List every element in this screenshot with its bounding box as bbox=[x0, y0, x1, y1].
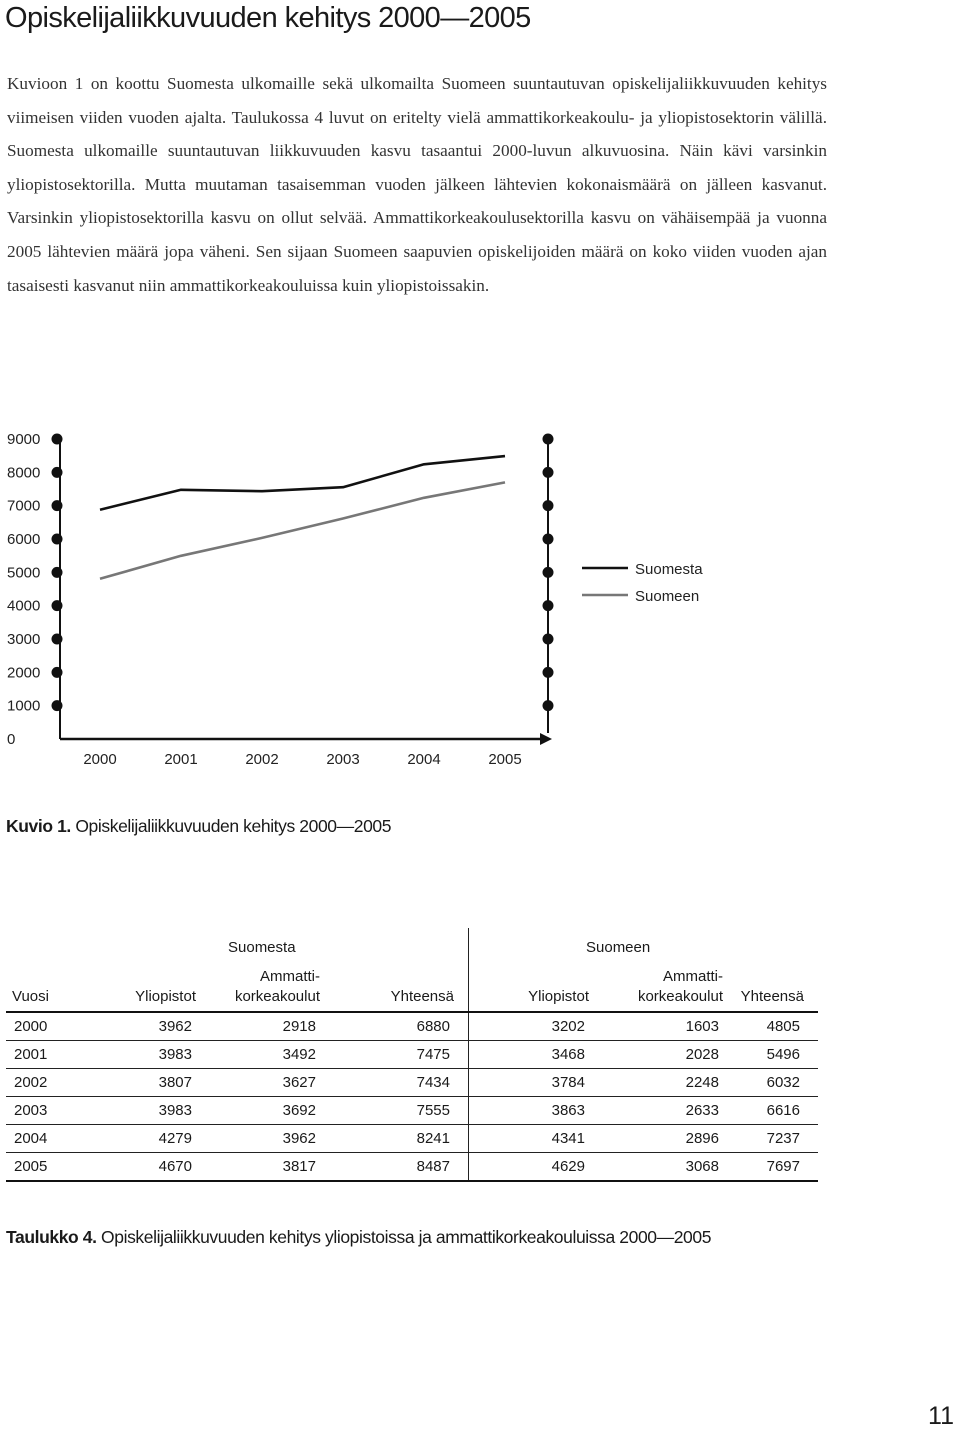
page-number: 11 bbox=[928, 1402, 954, 1430]
table-cell: 2005 bbox=[6, 1153, 102, 1182]
y-tick-dot-right bbox=[543, 434, 554, 445]
table-cell: 7555 bbox=[334, 1097, 469, 1125]
page-title: Opiskelijaliikkuvuuden kehitys 2000—2005 bbox=[5, 2, 531, 34]
table-cell: 3983 bbox=[102, 1041, 210, 1069]
x-tick-label: 2004 bbox=[407, 751, 441, 768]
col-header-year: Vuosi bbox=[6, 959, 102, 1012]
y-tick-label: 7000 bbox=[7, 497, 41, 515]
table-cell: 3863 bbox=[469, 1097, 604, 1125]
col-header-in-amk bbox=[603, 959, 737, 1012]
y-tick-dot-left bbox=[52, 634, 63, 645]
table-cell: 2896 bbox=[603, 1125, 737, 1153]
col-header-out-univ: Yliopistot bbox=[102, 959, 210, 1012]
x-tick-labels bbox=[83, 751, 521, 768]
y-tick-dot-right bbox=[543, 467, 554, 478]
col-header-out-amk bbox=[210, 959, 334, 1012]
table-cell: 3817 bbox=[210, 1153, 334, 1182]
table-cell: 7434 bbox=[334, 1069, 469, 1097]
y-tick-dot-right bbox=[543, 534, 554, 545]
y-tick-dot-right bbox=[543, 500, 554, 511]
y-tick-label: 1000 bbox=[7, 697, 41, 715]
table-cell: 2248 bbox=[603, 1069, 737, 1097]
y-tick-dot-left bbox=[52, 700, 63, 711]
y-tick-dot-left bbox=[52, 567, 63, 578]
table-cell: 2004 bbox=[6, 1125, 102, 1153]
y-tick-dot-left bbox=[52, 434, 63, 445]
series-line-suomesta bbox=[100, 456, 505, 510]
chart-axes bbox=[52, 434, 554, 746]
table-cell: 3202 bbox=[469, 1012, 604, 1041]
table-cell: 3492 bbox=[210, 1041, 334, 1069]
table-cell: 2003 bbox=[6, 1097, 102, 1125]
table-cell: 4629 bbox=[469, 1153, 604, 1182]
col-header-in-amk-line1: Ammatti- bbox=[663, 968, 723, 985]
col-header-in-amk-line2: korkeakoulut bbox=[637, 988, 723, 1005]
col-header-out-amk-line2: korkeakoulut bbox=[234, 988, 320, 1005]
table-cell: 4279 bbox=[102, 1125, 210, 1153]
y-tick-label: 6000 bbox=[7, 531, 41, 548]
table-cell: 2000 bbox=[6, 1012, 102, 1041]
table-cell: 8487 bbox=[334, 1153, 469, 1182]
table-row bbox=[6, 1125, 818, 1153]
table-cell: 3068 bbox=[603, 1153, 737, 1182]
y-tick-label: 0 bbox=[7, 731, 16, 748]
table-row bbox=[6, 1012, 818, 1041]
col-header-out-amk-line1: Ammatti- bbox=[260, 968, 320, 985]
table-cell: 7697 bbox=[737, 1153, 818, 1182]
table-row bbox=[6, 1097, 818, 1125]
y-tick-dot-left bbox=[52, 667, 63, 678]
y-tick-dot-right bbox=[543, 634, 554, 645]
table-cell: 4670 bbox=[102, 1153, 210, 1182]
y-tick-label: 3000 bbox=[7, 631, 41, 648]
table-cell: 1603 bbox=[603, 1012, 737, 1041]
col-header-out-total: Yhteensä bbox=[334, 959, 469, 1012]
series-line-suomeen bbox=[100, 482, 505, 578]
x-tick-label: 2005 bbox=[488, 751, 522, 768]
y-tick-dot-right bbox=[543, 667, 554, 678]
chart-legend bbox=[582, 561, 703, 605]
table-cell: 3962 bbox=[102, 1012, 210, 1041]
table-row bbox=[6, 1153, 818, 1182]
col-header-in-total: Yhteensä bbox=[737, 959, 818, 1012]
table-cell: 3962 bbox=[210, 1125, 334, 1153]
table-caption bbox=[6, 1227, 711, 1248]
table-cell: 5496 bbox=[737, 1041, 818, 1069]
table-cell: 4341 bbox=[469, 1125, 604, 1153]
table-caption-label: Taulukko 4. bbox=[6, 1227, 97, 1247]
group-header-suomeen: Suomeen bbox=[469, 928, 819, 959]
table-cell: 6032 bbox=[737, 1069, 818, 1097]
table-cell: 2918 bbox=[210, 1012, 334, 1041]
y-tick-dot-right bbox=[543, 567, 554, 578]
figure-caption-label: Kuvio 1. bbox=[6, 816, 71, 836]
table-cell: 7475 bbox=[334, 1041, 469, 1069]
table-cell: 3807 bbox=[102, 1069, 210, 1097]
y-tick-label: 5000 bbox=[7, 564, 41, 582]
legend-label-suomesta: Suomesta bbox=[635, 561, 703, 578]
x-axis-arrow bbox=[540, 733, 552, 745]
line-chart bbox=[0, 410, 960, 790]
table-column-header-row bbox=[6, 959, 818, 1012]
table-cell: 3468 bbox=[469, 1041, 604, 1069]
table-cell: 6616 bbox=[737, 1097, 818, 1125]
intro-paragraph: Kuvioon 1 on koottu Suomesta ulkomaille sekä ulkomailta Suomeen suuntautuvan opiskelijaliikkuvuuden kehitys viimeisen viiden vuoden ajalta. Taulukossa 4 luvut on eritelty vielä ammattikorkeakoulu- ja yliopistosektorin välillä. Suomesta ulkomaille suuntautuvan liikkuvuuden kasvu tasaantui 2000-luvun alkuvuosina. Näin kävi varsinkin yliopistosektorilla. Mutta muutaman tasaisemman vuoden jälkeen lähtevien kokonaismäärä on jälleen kasvanut. Varsinkin yliopistosektorilla kasvu on ollut selvää. Ammattikorkeakoulusektorilla kasvu on vähäisempää ja vuonna 2005 lähtevien määrä jopa väheni. Sen sijaan Suomeen saapuvien opiskelijoiden määrä on koko viiden vuoden ajan tasaisesti kasvanut niin ammattikorkeakouluissa kuin yliopistoissakin. bbox=[7, 74, 827, 295]
y-tick-label: 8000 bbox=[7, 464, 41, 482]
table-cell: 3784 bbox=[469, 1069, 604, 1097]
y-tick-label: 4000 bbox=[7, 597, 41, 615]
table-row bbox=[6, 1041, 818, 1069]
table-row bbox=[6, 1069, 818, 1097]
group-header-suomesta: Suomesta bbox=[228, 939, 296, 956]
table-cell: 2002 bbox=[6, 1069, 102, 1097]
table-cell: 3983 bbox=[102, 1097, 210, 1125]
col-header-in-univ: Yliopistot bbox=[469, 959, 604, 1012]
table-cell: 2633 bbox=[603, 1097, 737, 1125]
y-tick-label: 2000 bbox=[7, 664, 41, 682]
y-tick-dot-right bbox=[543, 700, 554, 711]
table-group-header-row bbox=[6, 928, 818, 959]
table-cell: 3692 bbox=[210, 1097, 334, 1125]
legend-label-suomeen: Suomeen bbox=[635, 588, 700, 605]
y-tick-dot-left bbox=[52, 534, 63, 545]
x-tick-label: 2001 bbox=[164, 751, 198, 768]
table-cell: 8241 bbox=[334, 1125, 469, 1153]
table-cell: 2028 bbox=[603, 1041, 737, 1069]
y-tick-dot-left bbox=[52, 467, 63, 478]
figure-caption-text: Opiskelijaliikkuvuuden kehitys 2000—2005 bbox=[75, 816, 392, 836]
x-tick-label: 2002 bbox=[245, 751, 279, 768]
table-cell: 7237 bbox=[737, 1125, 818, 1153]
figure-caption bbox=[6, 816, 391, 837]
table-cell: 4805 bbox=[737, 1012, 818, 1041]
mobility-table bbox=[6, 928, 818, 1182]
x-tick-label: 2003 bbox=[326, 751, 360, 768]
table-caption-text: Opiskelijaliikkuvuuden kehitys yliopistoissa ja ammattikorkeakouluissa 2000—2005 bbox=[101, 1227, 712, 1247]
y-tick-label: 9000 bbox=[7, 431, 41, 448]
y-tick-labels bbox=[7, 431, 40, 748]
y-tick-dot-left bbox=[52, 600, 63, 611]
table-cell: 2001 bbox=[6, 1041, 102, 1069]
table-cell: 3627 bbox=[210, 1069, 334, 1097]
table-cell: 6880 bbox=[334, 1012, 469, 1041]
x-tick-label: 2000 bbox=[83, 751, 117, 768]
y-tick-dot-right bbox=[543, 600, 554, 611]
series-lines bbox=[100, 456, 505, 579]
y-tick-dot-left bbox=[52, 500, 63, 511]
